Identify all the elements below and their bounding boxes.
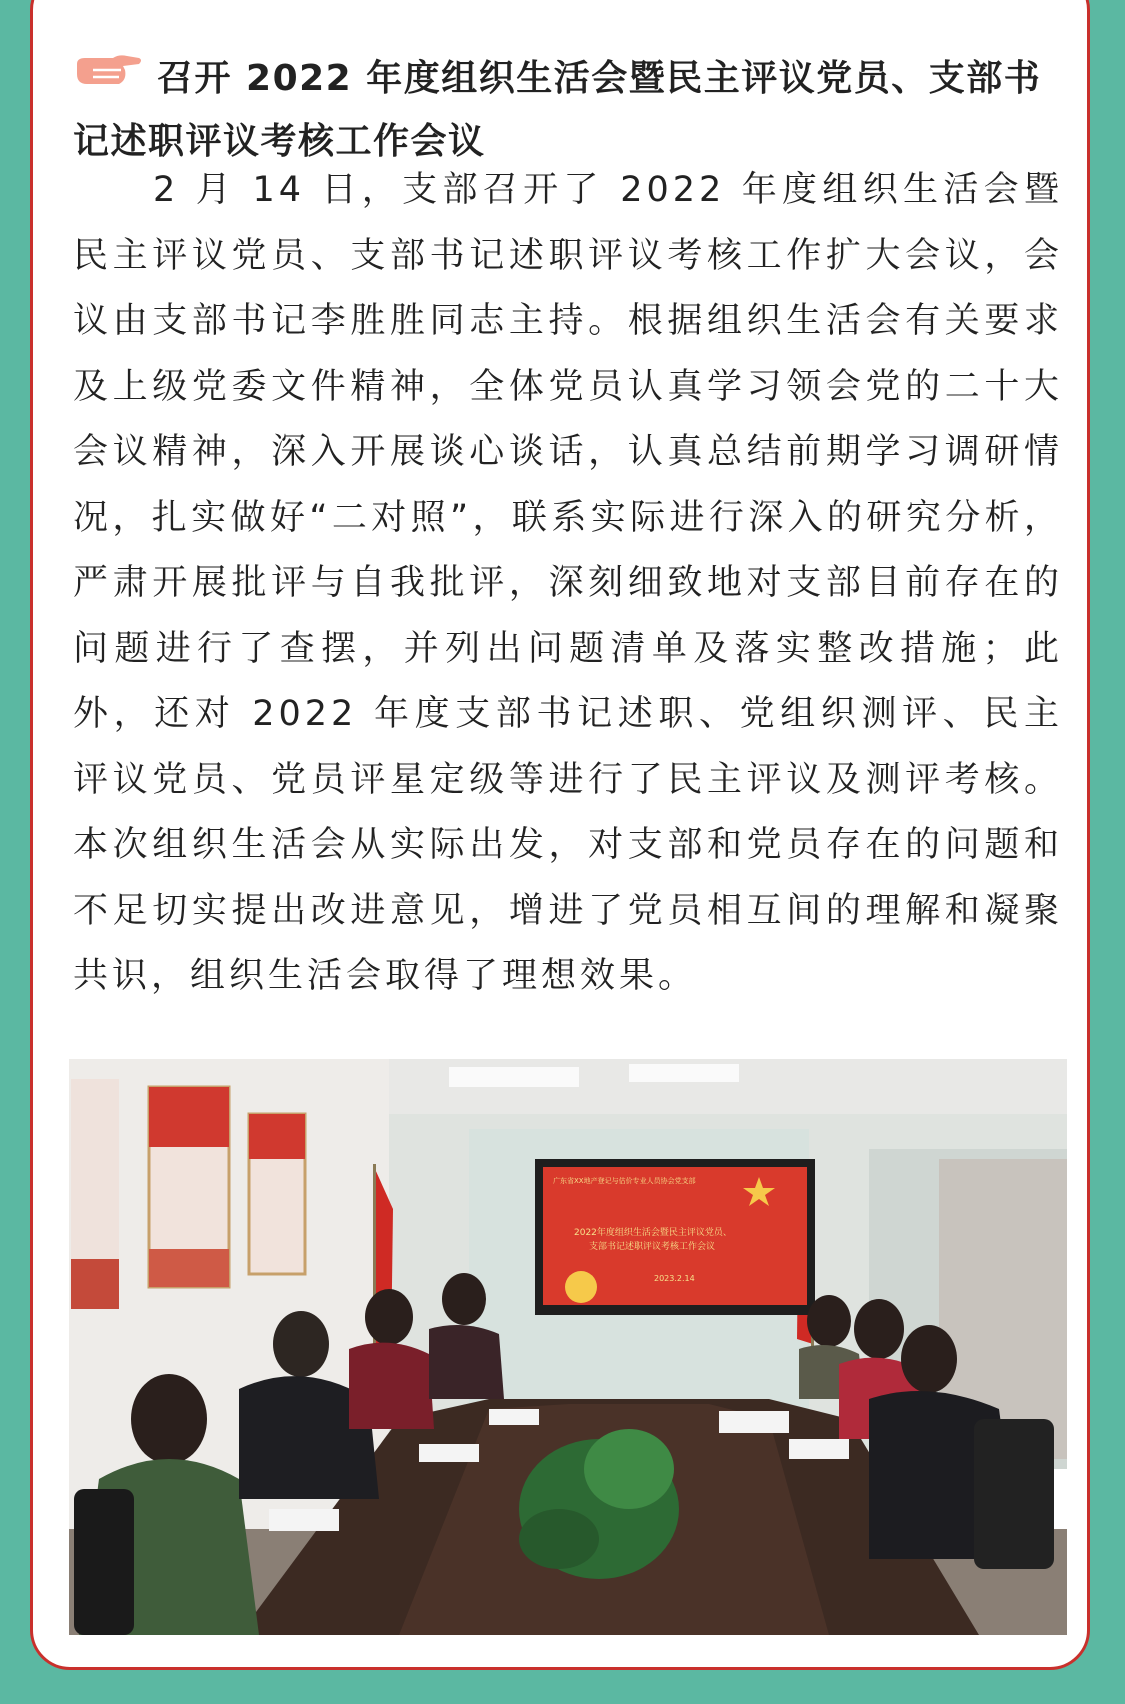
screen-title-line2: 支部书记述职评议考核工作会议	[589, 1242, 716, 1252]
article-title: 召开 2022 年度组织生活会暨民主评议党员、支部书记述职评议考核工作会议	[73, 58, 1042, 162]
article-card	[30, 0, 1090, 1670]
screen-date-text: 2023.2.14	[654, 1274, 695, 1283]
article-body: 2 月 14 日，支部召开了 2022 年度组织生活会暨民主评议党员、支部书记述职评议考核工作扩大会议，会议由支部书记李胜胜同志主持。根据组织生活会有关要求及上级党委文件精神，全体党员认真学习领会党的二十大会议精神，深入开展谈心谈话，认真总结前期学习调研情况，扎实做好“二对照”，联系实际进行深入的研究分析，严肃开展批评与自我批评，深刻细致地对支部目前存在的问题进行了查摆，并列出问题清单及落实整改措施；此外，还对 2022 年度支部书记述职、党组织测评、民主评议党员、党员评星定级等进行了民主评议及测评考核。本次组织生活会从实际出发，对支部和党员存在的问题和不足切实提出改进意见，增进了党员相互间的理解和凝聚共识，组织生活会取得了理想效果。	[73, 170, 1063, 996]
screen-title-line1: 2022年度组织生活会暨民主评议党员、	[574, 1228, 732, 1238]
screen-org-text: 广东省XX地产登记与估价专业人员协会党支部	[553, 1177, 696, 1185]
meeting-photo	[69, 1059, 1067, 1635]
pointing-hand-icon	[73, 48, 143, 110]
article-heading	[73, 47, 1073, 173]
